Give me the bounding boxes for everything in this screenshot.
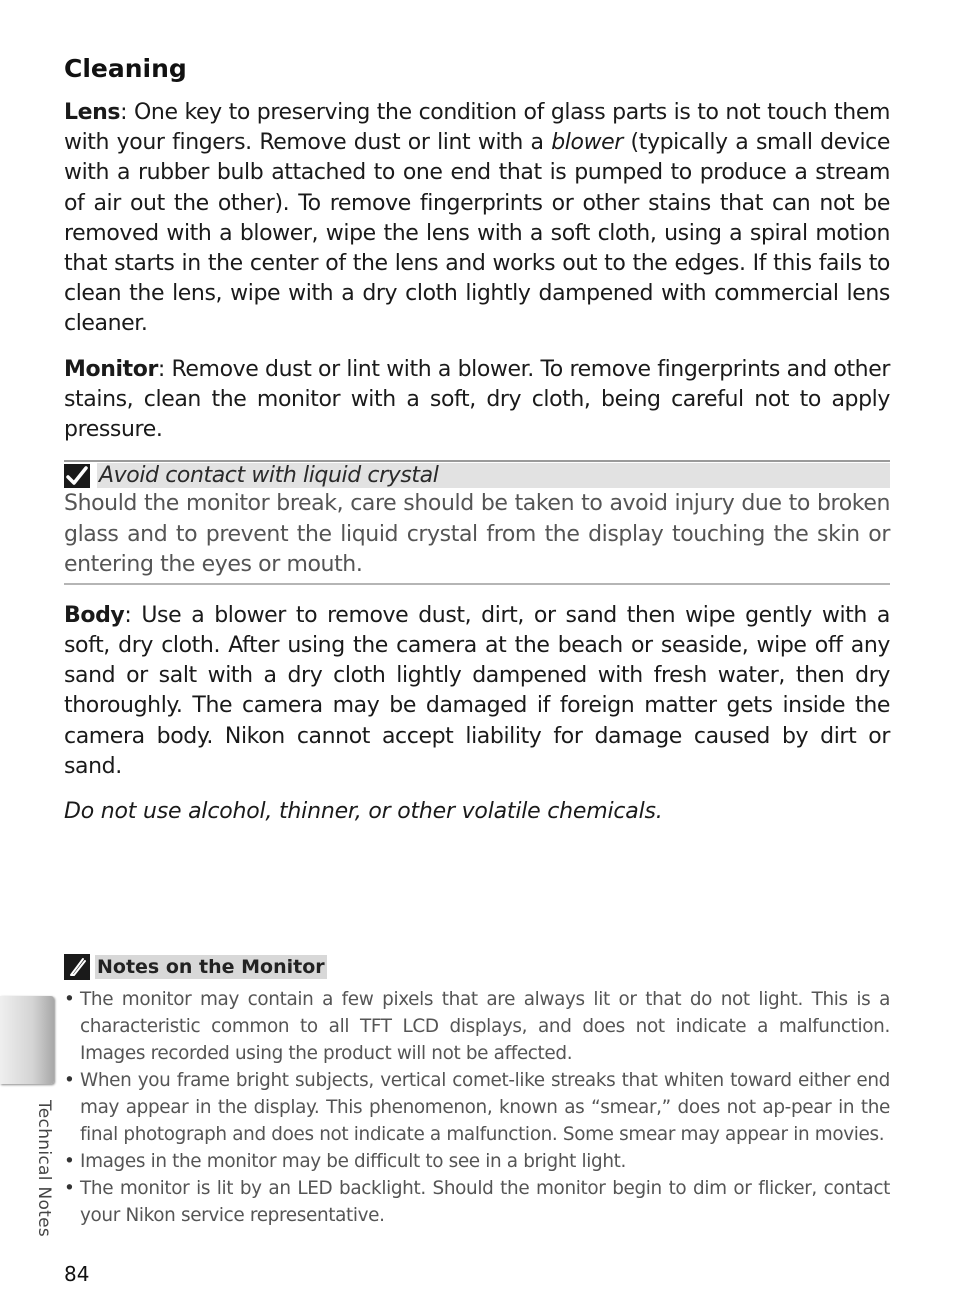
lens-italic: blower [551,130,623,156]
list-item-text: The monitor may contain a few pixels that are always lit or that do not light. This is a characteristic common to all TFT LCD displays, and does not indicate a malfunction. Images recorded using the product will not be affected. [80,989,890,1064]
bullet: • [64,989,75,1010]
main-content [64,52,890,827]
list-item [64,1148,890,1175]
bullet: • [64,1070,75,1091]
caution-text: Should the monitor break, care should be taken to avoid injury due to broken glass and to prevent the liquid crystal from the display touching the skin or entering the eyes or mouth. [64,491,890,578]
lens-text-2: (typically a small device with a rubber bulb attached to one end that is pumped to produce a stream of air out the other). To remove fingerprints or other stains that can not be removed with a blower, wipe the lens with a soft cloth, using a spiral motion that starts in the center of the lens and works out to the edges. If this fails to clean the lens, wipe with a dry cloth lightly dampened with commercial lens cleaner. [64,130,891,337]
bullet: • [64,1151,75,1172]
section-tab-label: Technical Notes [34,1100,54,1238]
body-text: : Use a blower to remove dust, dirt, or sand then wipe gently with a soft, dry cloth. After using the camera at the beach or seaside, wipe off any sand or salt with a dry cloth lightly dampened with fresh water, then dry thoroughly. The camera may be damaged if foreign matter gets inside the camera body. Nikon cannot accept liability for damage caused by dirt or sand. [64,602,890,779]
body-label: Body [64,602,125,628]
list-item-text: Images in the monitor may be difficult to see in a bright light. [80,1151,627,1172]
notes-header [64,954,890,980]
caution-box [64,460,890,585]
notes-title: Notes on the Monitor [97,956,325,978]
page-number: 84 [64,1262,90,1286]
body-paragraph [64,601,890,782]
monitor-label: Monitor [64,356,158,382]
section-tab [0,996,54,1084]
check-icon [64,464,90,488]
list-item-text: When you frame bright subjects, vertical comet-like streaks that whiten toward either end may appear in the display. This phenomenon, known as “smear,” does not ap-pear in the final photograph and does not indicate a malfunction. Some smear may appear in movies. [80,1070,890,1145]
list-item [64,1067,890,1148]
bullet: • [64,1178,75,1199]
list-item [64,986,890,1067]
lens-paragraph [64,98,890,340]
list-item [64,1175,890,1229]
lens-text-1: : One key to preserving the condition of glass parts is to not touch them with your fingers. Remove dust or lint with a [64,100,890,156]
warning-text: Do not use alcohol, thinner, or other volatile chemicals. [64,798,663,824]
caution-title: Avoid contact with liquid crystal [97,463,890,488]
notes-list [64,986,890,1229]
page-title: Cleaning [64,54,187,83]
monitor-paragraph [64,355,890,446]
pencil-icon [64,954,90,980]
monitor-text: : Remove dust or lint with a blower. To remove fingerprints and other stains, clean the monitor with a soft, dry cloth, being careful not to apply pressure. [64,356,890,443]
list-item-text: The monitor is lit by an LED backlight. Should the monitor begin to dim or flicker, contact your Nikon service representative. [80,1178,890,1226]
caution-header [64,460,890,489]
notes-section [64,954,890,1229]
lens-label: Lens [64,100,121,125]
